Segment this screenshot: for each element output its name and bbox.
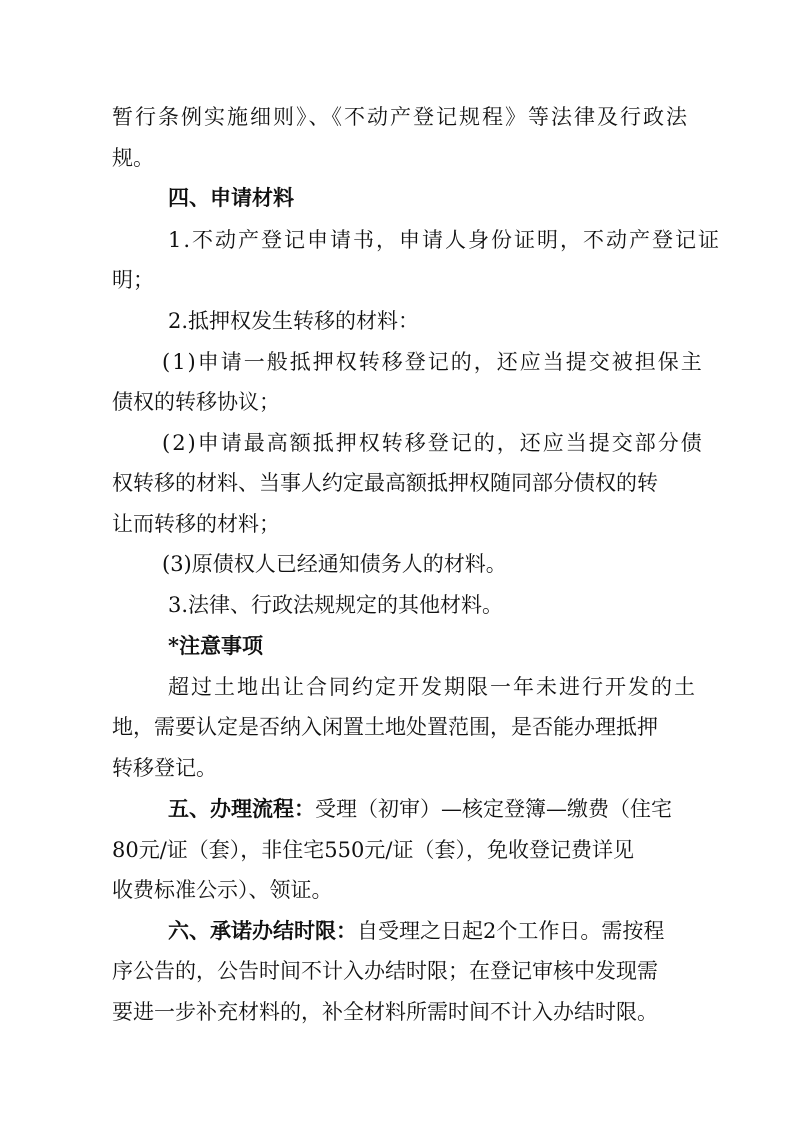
time-limit-line-1 (168, 917, 664, 945)
notice-line-3: 转移登记。 (112, 756, 217, 780)
process-label: 五、办理流程： (168, 796, 315, 821)
time-limit-line-3: 要进一步补充材料的，补全材料所需时间不计入办结时限。 (112, 1000, 658, 1024)
notice-heading: *注意事项 (168, 633, 263, 658)
section-four-heading: 四、申请材料 (168, 185, 294, 210)
material-1-line-2: 明； (112, 268, 154, 292)
material-2-2-line-1: (2)申请最高额抵押权转移登记的，还应当提交部分债 (162, 431, 704, 455)
notice-line-1: 超过土地出让合同约定开发期限一年未进行开发的土 (168, 675, 697, 699)
time-limit-text-1: 自受理之日起2个工作日。需按程 (357, 919, 665, 943)
time-limit-line-2: 序公告的，公告时间不计入办结时限；在登记审核中发现需 (112, 959, 658, 983)
material-1-line-1: 1.不动产登记申请书，申请人身份证明，不动产登记证 (168, 228, 722, 252)
material-2-2-line-2: 权转移的材料、当事人约定最高额抵押权随同部分债权的转 (112, 471, 658, 495)
process-line-2: 80元/证（套），非住宅550元/证（套），免收登记费详见 (112, 838, 634, 862)
material-2-2-line-3: 让而转移的材料； (112, 512, 280, 536)
material-2-1-line-2: 债权的转移协议； (112, 390, 280, 414)
process-line-3: 收费标准公示）、领证。 (112, 878, 333, 902)
law-basis-line-2: 规。 (112, 146, 154, 170)
law-basis-line-1: 暂行条例实施细则》、《不动产登记规程》等法律及行政法 (112, 105, 689, 129)
time-limit-label: 六、承诺办结时限： (168, 918, 357, 943)
notice-line-2: 地，需要认定是否纳入闲置土地处置范围，是否能办理抵押 (112, 715, 658, 739)
material-3-line: 3.法律、行政法规规定的其他材料。 (168, 593, 504, 617)
material-2-line: 2.抵押权发生转移的材料： (168, 309, 420, 333)
material-2-1-line-1: (1)申请一般抵押权转移登记的，还应当提交被担保主 (162, 350, 704, 374)
process-text-1: 受理（初审）—核定登簿—缴费（住宅 (315, 797, 672, 821)
process-line-1 (168, 795, 672, 823)
material-2-3-line: (3)原债权人已经通知债务人的材料。 (162, 552, 507, 576)
